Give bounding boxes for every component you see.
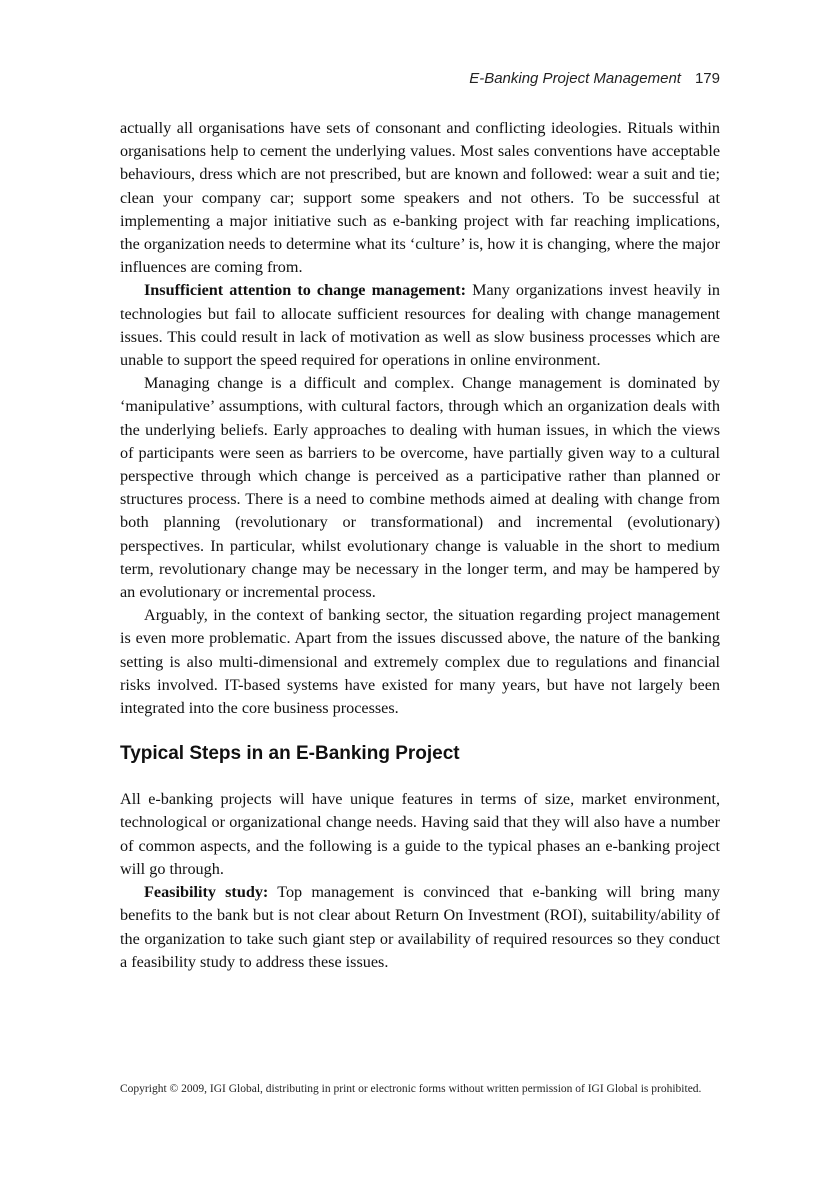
body-paragraph [120,117,720,279]
running-title: E-Banking Project Management [469,70,681,87]
copyright-footer: Copyright © 2009, IGI Global, distributing in print or electronic forms without written permission of IGI Global is prohibited. [120,1083,702,1095]
page-body [120,117,720,974]
paragraph-lead: Feasibility study: [144,883,269,902]
paragraph-text: Managing change is a difficult and complex. Change management is dominated by ‘manipulative’ assumptions, with cultural factors, through which an organization deals with the underlying beliefs. Early approaches to dealing with human issues, in which the views of participants were seen as barriers to be overcome, have partially given way to a cultural perspective through which change is perceived as a participative rather than planned or structures process. There is a need to combine methods aimed at dealing with change from both planning (revolutionary or transformational) and incremental (evolutionary) perspectives. In particular, whilst evolutionary change is valuable in the short to medium term, revolutionary change may be necessary in the longer term, and may be hampered by an evolutionary or incremental process. [120,374,720,602]
paragraph-text: Arguably, in the context of banking sector, the situation regarding project management is even more problematic. Apart from the issues discussed above, the nature of the banking setting is also multi-dimensional and extremely complex due to regulations and financial risks involved. IT-based systems have existed for many years, but have not largely been integrated into the core business processes. [120,606,720,718]
paragraph-lead: Insufficient attention to change management: [144,281,466,300]
body-paragraph [120,881,720,974]
page-number: 179 [694,70,720,87]
paragraph-text: All e-banking projects will have unique features in terms of size, market environment, technological or organizational change needs. Having said that they will also have a number of common aspects, and the following is a guide to the typical phases an e-banking project will go through. [120,790,720,878]
body-paragraph [120,788,720,881]
running-header [440,70,720,87]
body-paragraph [120,604,720,720]
paragraph-text: Top management is convinced that e-banking will bring many benefits to the bank but is not clear about Return On Investment (ROI), suitability/ability of the organization to take such giant step or availability of required resources so they conduct a feasibility study to address these issues. [120,883,720,971]
section-heading: Typical Steps in an E-Banking Project [120,743,460,765]
body-paragraph [120,279,720,372]
paragraph-text: Many organizations invest heavily in technologies but fail to allocate sufficient resources for dealing with change management issues. This could result in lack of motivation as well as slow business processes which are unable to support the speed required for operations in online environment. [120,281,720,370]
paragraph-text: actually all organisations have sets of consonant and conflicting ideologies. Rituals within organisations help to cement the underlying values. Most sales conventions have acceptable behaviours, dress which are not prescribed, but are known and followed: wear a suit and tie; clean your company car; support some speakers and not others. To be successful at implementing a major initiative such as e-banking project with far reaching implications, the organization needs to determine what its ‘culture’ is, how it is changing, where the major influences are coming from. [120,119,720,277]
body-paragraph [120,372,720,604]
